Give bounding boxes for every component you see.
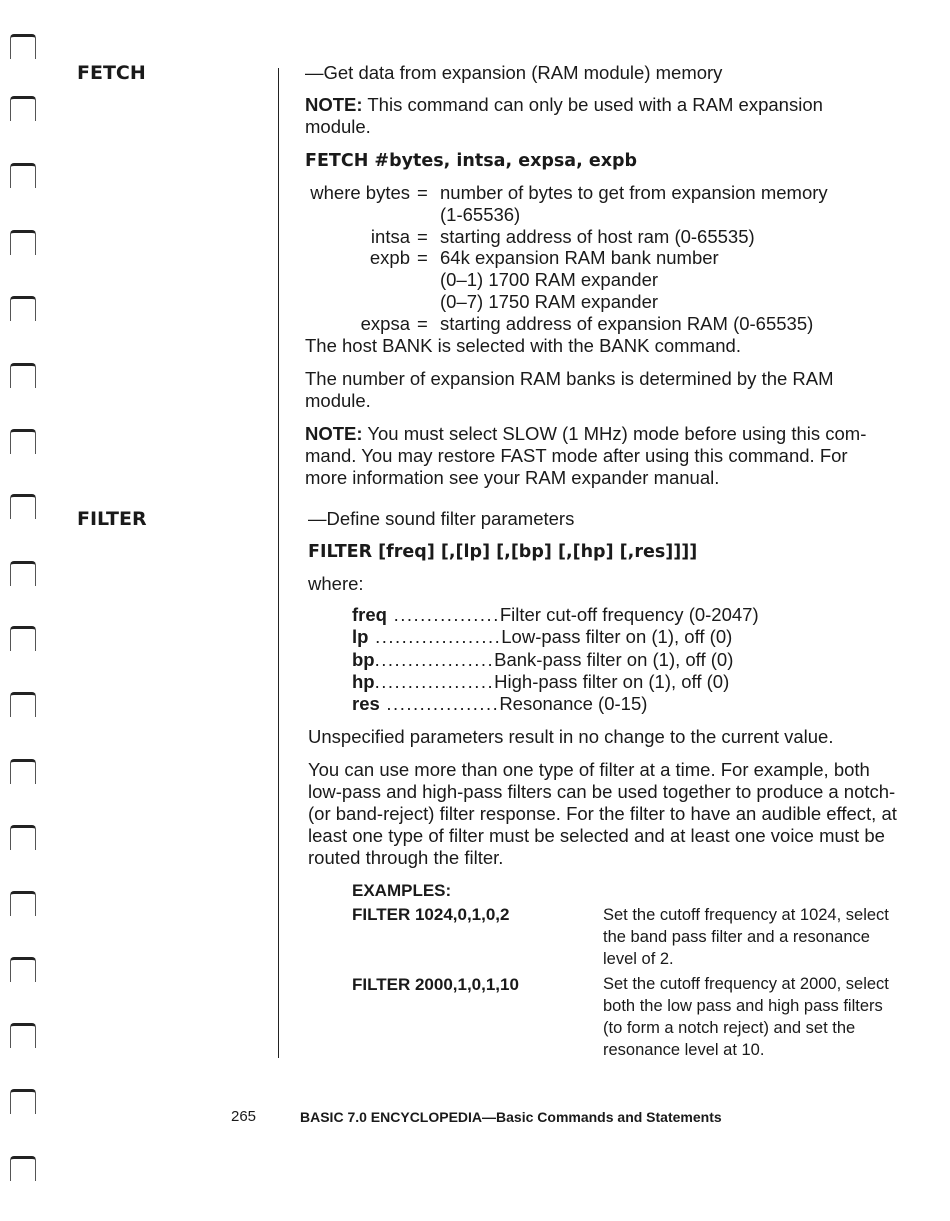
example-command: FILTER 2000,1,0,1,10 (352, 975, 519, 994)
def-equals: = (417, 182, 428, 203)
param-name: freq (352, 604, 387, 625)
binder-rings (10, 0, 40, 1221)
param-name: lp (352, 626, 369, 647)
binder-ring (10, 96, 36, 121)
fetch-heading: FETCH (77, 62, 146, 84)
binder-ring (10, 494, 36, 519)
def-desc: (1-65536) (440, 204, 521, 225)
binder-ring (10, 759, 36, 784)
binder-ring (10, 957, 36, 982)
fetch-syntax: FETCH #bytes, intsa, expsa, expb (305, 151, 638, 171)
param-desc: Filter cut-off frequency (0-2047) (499, 604, 759, 625)
note-text: You must select SLOW (1 MHz) mode before using this com-mand. You may restore FAST mode after using this command. For more information see your RAM expander manual. (305, 423, 867, 488)
def-equals: = (417, 313, 428, 334)
param-leader: ................... (368, 626, 502, 647)
def-desc: 64k expansion RAM bank number (440, 247, 719, 268)
def-row (305, 291, 865, 313)
binder-ring (10, 626, 36, 651)
binder-ring (10, 1156, 36, 1181)
def-row (305, 204, 865, 226)
def-desc: starting address of host ram (0-65535) (440, 226, 755, 247)
param-row (352, 626, 732, 648)
filter-where: where: (308, 573, 364, 594)
def-term: intsa (370, 226, 410, 247)
binder-ring (10, 692, 36, 717)
binder-ring (10, 34, 36, 59)
param-row (352, 604, 759, 626)
note-text: This command can only be used with a RAM expansion module. (305, 94, 823, 137)
filter-more-than-one: You can use more than one type of filter at a time. For example, both low-pass and high-pass filters can be used together to produce a notch-(or band-reject) filter response. For the filter to have an audible effect, at least one type of filter must be selected and at least one voice must be routed through the filter. (308, 759, 897, 868)
def-row (305, 247, 865, 269)
note-label: NOTE: (305, 94, 363, 115)
filter-syntax: FILTER [freq] [,[lp] [,[bp] [,[hp] [,res]]]] (308, 542, 698, 562)
param-row (352, 649, 733, 671)
fetch-note1 (305, 94, 865, 138)
binder-ring (10, 561, 36, 586)
def-row (305, 269, 865, 291)
binder-ring (10, 1023, 36, 1048)
def-term: expsa (360, 313, 410, 334)
examples-label: EXAMPLES: (352, 881, 452, 900)
param-leader: .................. (374, 671, 495, 692)
def-equals: = (417, 226, 428, 247)
param-name: res (352, 693, 380, 714)
param-row (352, 693, 647, 715)
def-row (305, 313, 865, 335)
def-desc: starting address of expansion RAM (0-65535) (440, 313, 814, 334)
def-desc: (0–1) 1700 RAM expander (440, 269, 659, 290)
example-description: Set the cutoff frequency at 2000, select both the low pass and high pass filters (to form a notch reject) and set the resonance level at 10. (603, 975, 889, 1059)
fetch-summary: —Get data from expansion (RAM module) memory (305, 62, 723, 83)
page-number: 265 (231, 1108, 257, 1125)
def-term: expb (369, 247, 410, 268)
param-desc: Bank-pass filter on (1), off (0) (494, 649, 734, 670)
def-desc: (0–7) 1750 RAM expander (440, 291, 659, 312)
margin-rule (278, 68, 279, 1058)
param-name: hp (352, 671, 375, 692)
def-equals: = (417, 247, 428, 268)
binder-ring (10, 296, 36, 321)
def-desc: number of bytes to get from expansion memory (440, 182, 828, 203)
running-title: BASIC 7.0 ENCYCLOPEDIA—Basic Commands and Statements (300, 1109, 722, 1125)
binder-ring (10, 363, 36, 388)
param-desc: Resonance (0-15) (499, 693, 648, 714)
note-label: NOTE: (305, 423, 363, 444)
binder-ring (10, 230, 36, 255)
param-leader: ................. (379, 693, 500, 714)
binder-ring (10, 429, 36, 454)
param-row (352, 671, 729, 693)
example-command: FILTER 1024,0,1,0,2 (352, 905, 510, 924)
def-row (305, 226, 865, 248)
fetch-host-bank: The host BANK is selected with the BANK command. (305, 335, 741, 356)
param-leader: .................. (374, 649, 495, 670)
binder-ring (10, 891, 36, 916)
param-name: bp (352, 649, 375, 670)
fetch-note2 (305, 423, 890, 489)
filter-unspecified: Unspecified parameters result in no change to the current value. (308, 726, 834, 747)
def-term: where bytes (310, 182, 410, 203)
filter-summary: —Define sound filter parameters (308, 508, 575, 529)
binder-ring (10, 163, 36, 188)
def-row (305, 182, 865, 204)
example-description: Set the cutoff frequency at 1024, select the band pass filter and a resonance level of 2. (603, 906, 889, 968)
param-desc: Low-pass filter on (1), off (0) (501, 626, 733, 647)
binder-ring (10, 825, 36, 850)
param-leader: ................ (386, 604, 500, 625)
filter-heading: FILTER (77, 508, 147, 530)
param-desc: High-pass filter on (1), off (0) (494, 671, 730, 692)
binder-ring (10, 1089, 36, 1114)
fetch-banks-text: The number of expansion RAM banks is determined by the RAM module. (305, 368, 834, 411)
